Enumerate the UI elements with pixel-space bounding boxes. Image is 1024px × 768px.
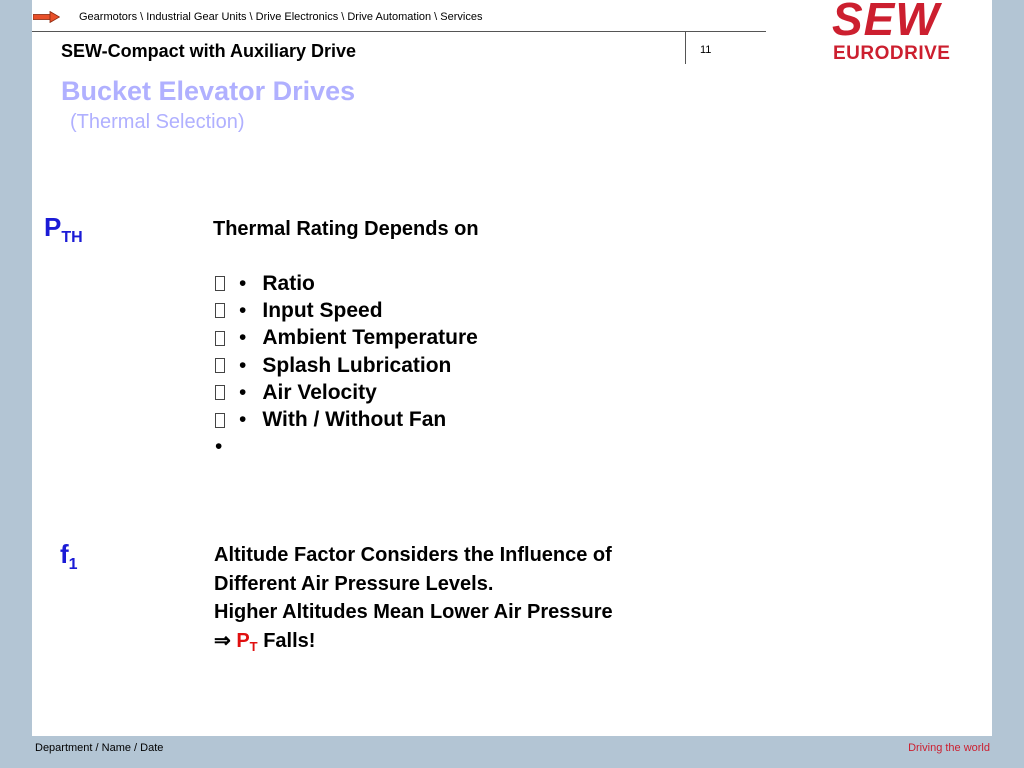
checkbox-square-icon — [215, 358, 225, 373]
slide-subtitle: (Thermal Selection) — [70, 111, 245, 133]
bullet-icon: • — [239, 298, 247, 322]
header-divider — [32, 31, 766, 32]
footer-tagline: Driving the world — [908, 742, 990, 754]
f1-symbol — [60, 539, 78, 574]
logo-eurodrive-text: EURODRIVE — [833, 43, 951, 64]
header-vertical-divider — [685, 31, 686, 64]
list-item — [215, 379, 478, 406]
altitude-line-2: Different Air Pressure Levels. — [214, 572, 494, 595]
list-item — [215, 434, 478, 461]
falls-text: Falls! — [263, 629, 316, 652]
list-item — [215, 270, 478, 297]
altitude-line-4 — [214, 627, 613, 662]
checkbox-square-icon — [215, 276, 225, 291]
thermal-factor-list — [215, 270, 478, 461]
list-item — [215, 325, 478, 352]
bullet-icon: • — [239, 408, 247, 432]
f1-symbol-subscript: 1 — [68, 556, 78, 573]
bullet-icon: • — [239, 271, 247, 295]
list-item-label: Ratio — [262, 271, 315, 295]
bullet-icon: • — [239, 326, 247, 350]
pth-symbol-subscript: TH — [61, 229, 83, 246]
list-item-label: Air Velocity — [262, 380, 377, 404]
list-item-label: Splash Lubrication — [262, 353, 452, 377]
altitude-factor-text — [214, 541, 613, 661]
breadcrumb: Gearmotors \ Industrial Gear Units \ Drive Electronics \ Drive Automation \ Services — [79, 11, 483, 23]
altitude-line-3: Higher Altitudes Mean Lower Air Pressure — [214, 601, 613, 623]
page-number: 11 — [700, 44, 712, 56]
checkbox-square-icon — [215, 385, 225, 400]
bullet-icon: • — [239, 380, 247, 404]
list-item-label: Input Speed — [262, 298, 383, 322]
pth-symbol-letter: P — [44, 212, 62, 242]
f1-symbol-letter: f — [60, 539, 69, 569]
slide-title: Bucket Elevator Drives — [61, 76, 356, 106]
checkbox-square-icon — [215, 413, 225, 428]
list-item — [215, 352, 478, 379]
checkbox-square-icon — [215, 303, 225, 318]
logo-sew-text: SEW — [832, 0, 940, 45]
document-title: SEW-Compact with Auxiliary Drive — [61, 41, 357, 61]
pt-symbol — [236, 630, 257, 652]
list-item — [215, 406, 478, 433]
thermal-rating-heading: Thermal Rating Depends on — [213, 218, 479, 240]
pth-symbol — [44, 212, 83, 247]
pt-symbol-subscript: T — [249, 638, 258, 654]
right-arrow-icon — [33, 11, 60, 23]
footer-department: Department / Name / Date — [35, 742, 164, 754]
implies-arrow-icon: ⇒ — [214, 629, 231, 652]
checkbox-square-icon — [215, 331, 225, 346]
pt-symbol-letter: P — [236, 629, 250, 652]
list-item-label: With / Without Fan — [262, 408, 447, 432]
bullet-icon: • — [215, 435, 223, 459]
list-item — [215, 297, 478, 324]
list-item-label: Ambient Temperature — [262, 326, 478, 350]
altitude-line-1: Altitude Factor Considers the Influence of — [214, 544, 612, 566]
bullet-icon: • — [239, 353, 247, 377]
